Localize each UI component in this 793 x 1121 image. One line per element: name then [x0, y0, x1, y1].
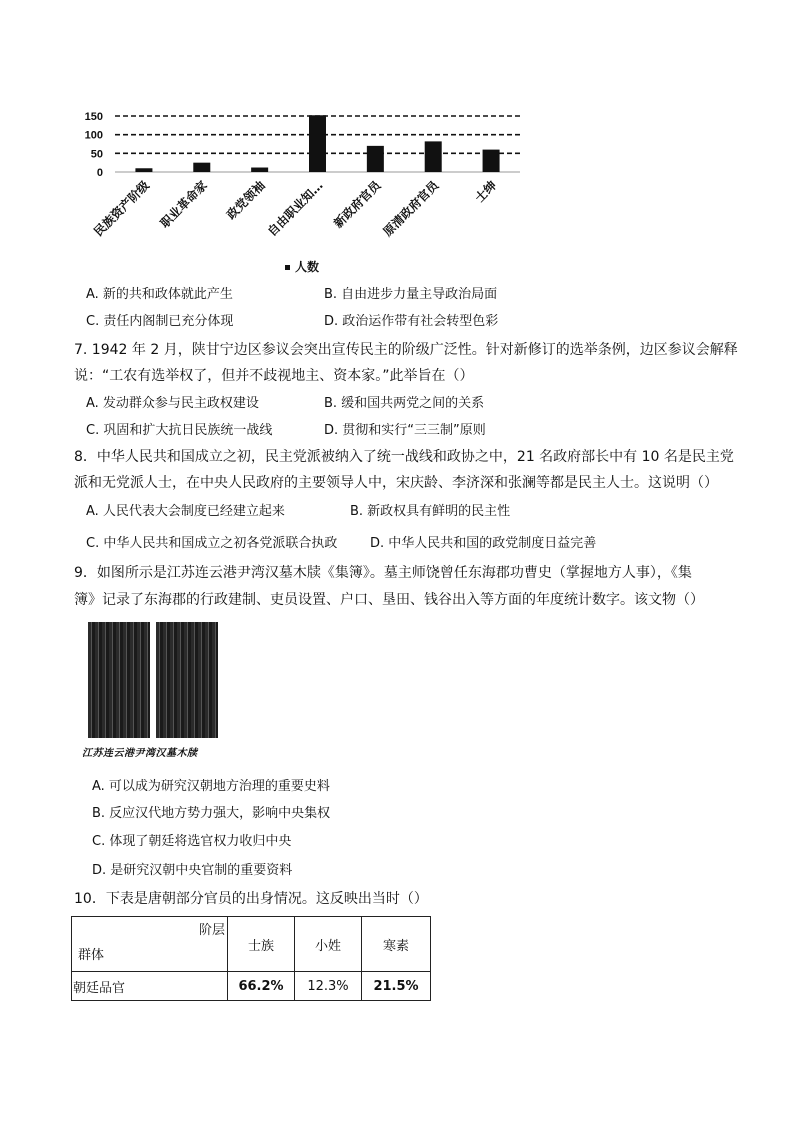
bar-3 — [251, 168, 268, 172]
q8-option-b: B. 新政权具有鲜明的民主性 — [350, 504, 511, 519]
q9-stem-line1: 9．如图所示是江苏连云港尹湾汉墓木牍《集簿》。墓主师饶曾任东海郡功曹史（掌握地方人事），《集 — [74, 565, 692, 581]
table-row — [72, 972, 431, 1001]
wooden-slip-left — [88, 622, 150, 738]
q7-option-a: A. 发动群众参与民主政权建设 — [86, 396, 259, 411]
q7-option-c: C. 巩固和扩大抗日民族统一战线 — [86, 423, 273, 438]
bar-1 — [135, 168, 152, 172]
y-tick-label: 0 — [96, 167, 103, 179]
q8-option-c: C. 中华人民共和国成立之初各党派联合执政 — [86, 536, 338, 551]
y-tick-label: 50 — [90, 148, 103, 161]
bar-6 — [425, 141, 442, 172]
table-cell: 66.2% — [228, 972, 295, 1001]
bar-chart — [70, 98, 540, 258]
q8-option-d: D. 中华人民共和国的政党制度日益完善 — [370, 536, 597, 551]
image-caption: 江苏连云港尹湾汉墓木牍 — [82, 748, 198, 759]
category-label: 原清政府官员 — [380, 178, 442, 240]
q7-stem-line1: 7. 1942 年 2 月，陕甘宁边区参议会突出宣传民主的阶级广泛性。针对新修订的选举条例，边区参议会解释 — [74, 342, 738, 358]
category-label: 职业革命家 — [157, 178, 210, 231]
q6-option-c: C. 责任内阁制已充分体现 — [86, 314, 234, 329]
q9-stem-line2: 簿》记录了东海郡的行政建制、吏员设置、户口、垦田、钱谷出入等方面的年度统计数字。该文物（） — [74, 592, 704, 608]
q6-option-d: D. 政治运作带有社会转型色彩 — [324, 314, 499, 329]
legend-label: 人数 — [295, 260, 320, 274]
table-header-cell: 士族 — [228, 917, 295, 972]
table-corner-cell — [72, 917, 228, 972]
legend-swatch — [285, 265, 290, 270]
q8-stem-line2: 派和无党派人士，在中央人民政府的主要领导人中，宋庆龄、李济深和张澜等都是民主人士。这说明（） — [74, 475, 718, 491]
bar-7 — [483, 150, 500, 172]
q7-option-b: B. 缓和国共两党之间的关系 — [324, 396, 485, 411]
bar-5 — [367, 146, 384, 172]
table-header-cell: 寒素 — [362, 917, 431, 972]
q7-option-d: D. 贯彻和实行“三三制”原则 — [324, 423, 486, 438]
q6-option-b: B. 自由进步力量主导政治局面 — [324, 287, 498, 302]
table-header-row — [72, 917, 431, 972]
q9-option-a: A. 可以成为研究汉朝地方治理的重要史料 — [92, 779, 330, 794]
q9-option-c: C. 体现了朝廷将选官权力收归中央 — [92, 834, 292, 849]
q7-stem-line2: 说：“工农有选举权了，但并不歧视地主、资本家。”此举旨在（） — [74, 368, 474, 384]
chart-legend — [285, 258, 319, 275]
q8-stem-line1: 8．中华人民共和国成立之初，民主党派被纳入了统一战线和政协之中，21 名政府部长中有 10 名是民主党 — [74, 449, 734, 465]
table-row-label: 朝廷品官 — [72, 972, 228, 1001]
category-label: 民族资产阶级 — [91, 178, 153, 240]
category-label: 士绅 — [472, 178, 500, 206]
table-header-cell: 小姓 — [295, 917, 362, 972]
q9-option-b: B. 反应汉代地方势力强大，影响中央集权 — [92, 806, 331, 821]
q9-option-d: D. 是研究汉朝中央官制的重要资料 — [92, 863, 293, 878]
bar-2 — [193, 163, 210, 172]
wooden-slips-image — [86, 622, 220, 742]
y-tick-label: 100 — [84, 129, 103, 142]
officials-origin-table — [71, 916, 431, 1001]
wooden-slip-right — [156, 622, 218, 738]
table-cell: 12.3% — [295, 972, 362, 1001]
y-tick-label: 150 — [84, 111, 103, 123]
q6-option-a: A. 新的共和政体就此产生 — [86, 287, 233, 302]
corner-top-label: 阶层 — [198, 923, 225, 938]
corner-bottom-label: 群体 — [78, 948, 105, 963]
q10-stem: 10．下表是唐朝部分官员的出身情况。这反映出当时（） — [74, 891, 428, 907]
category-label: 政党领袖 — [223, 178, 268, 223]
bar-4 — [309, 115, 326, 172]
category-label: 自由职业知… — [264, 178, 326, 240]
q8-option-a: A. 人民代表大会制度已经建立起来 — [86, 504, 285, 519]
table-cell: 21.5% — [362, 972, 431, 1001]
category-label: 新政府官员 — [331, 178, 384, 231]
